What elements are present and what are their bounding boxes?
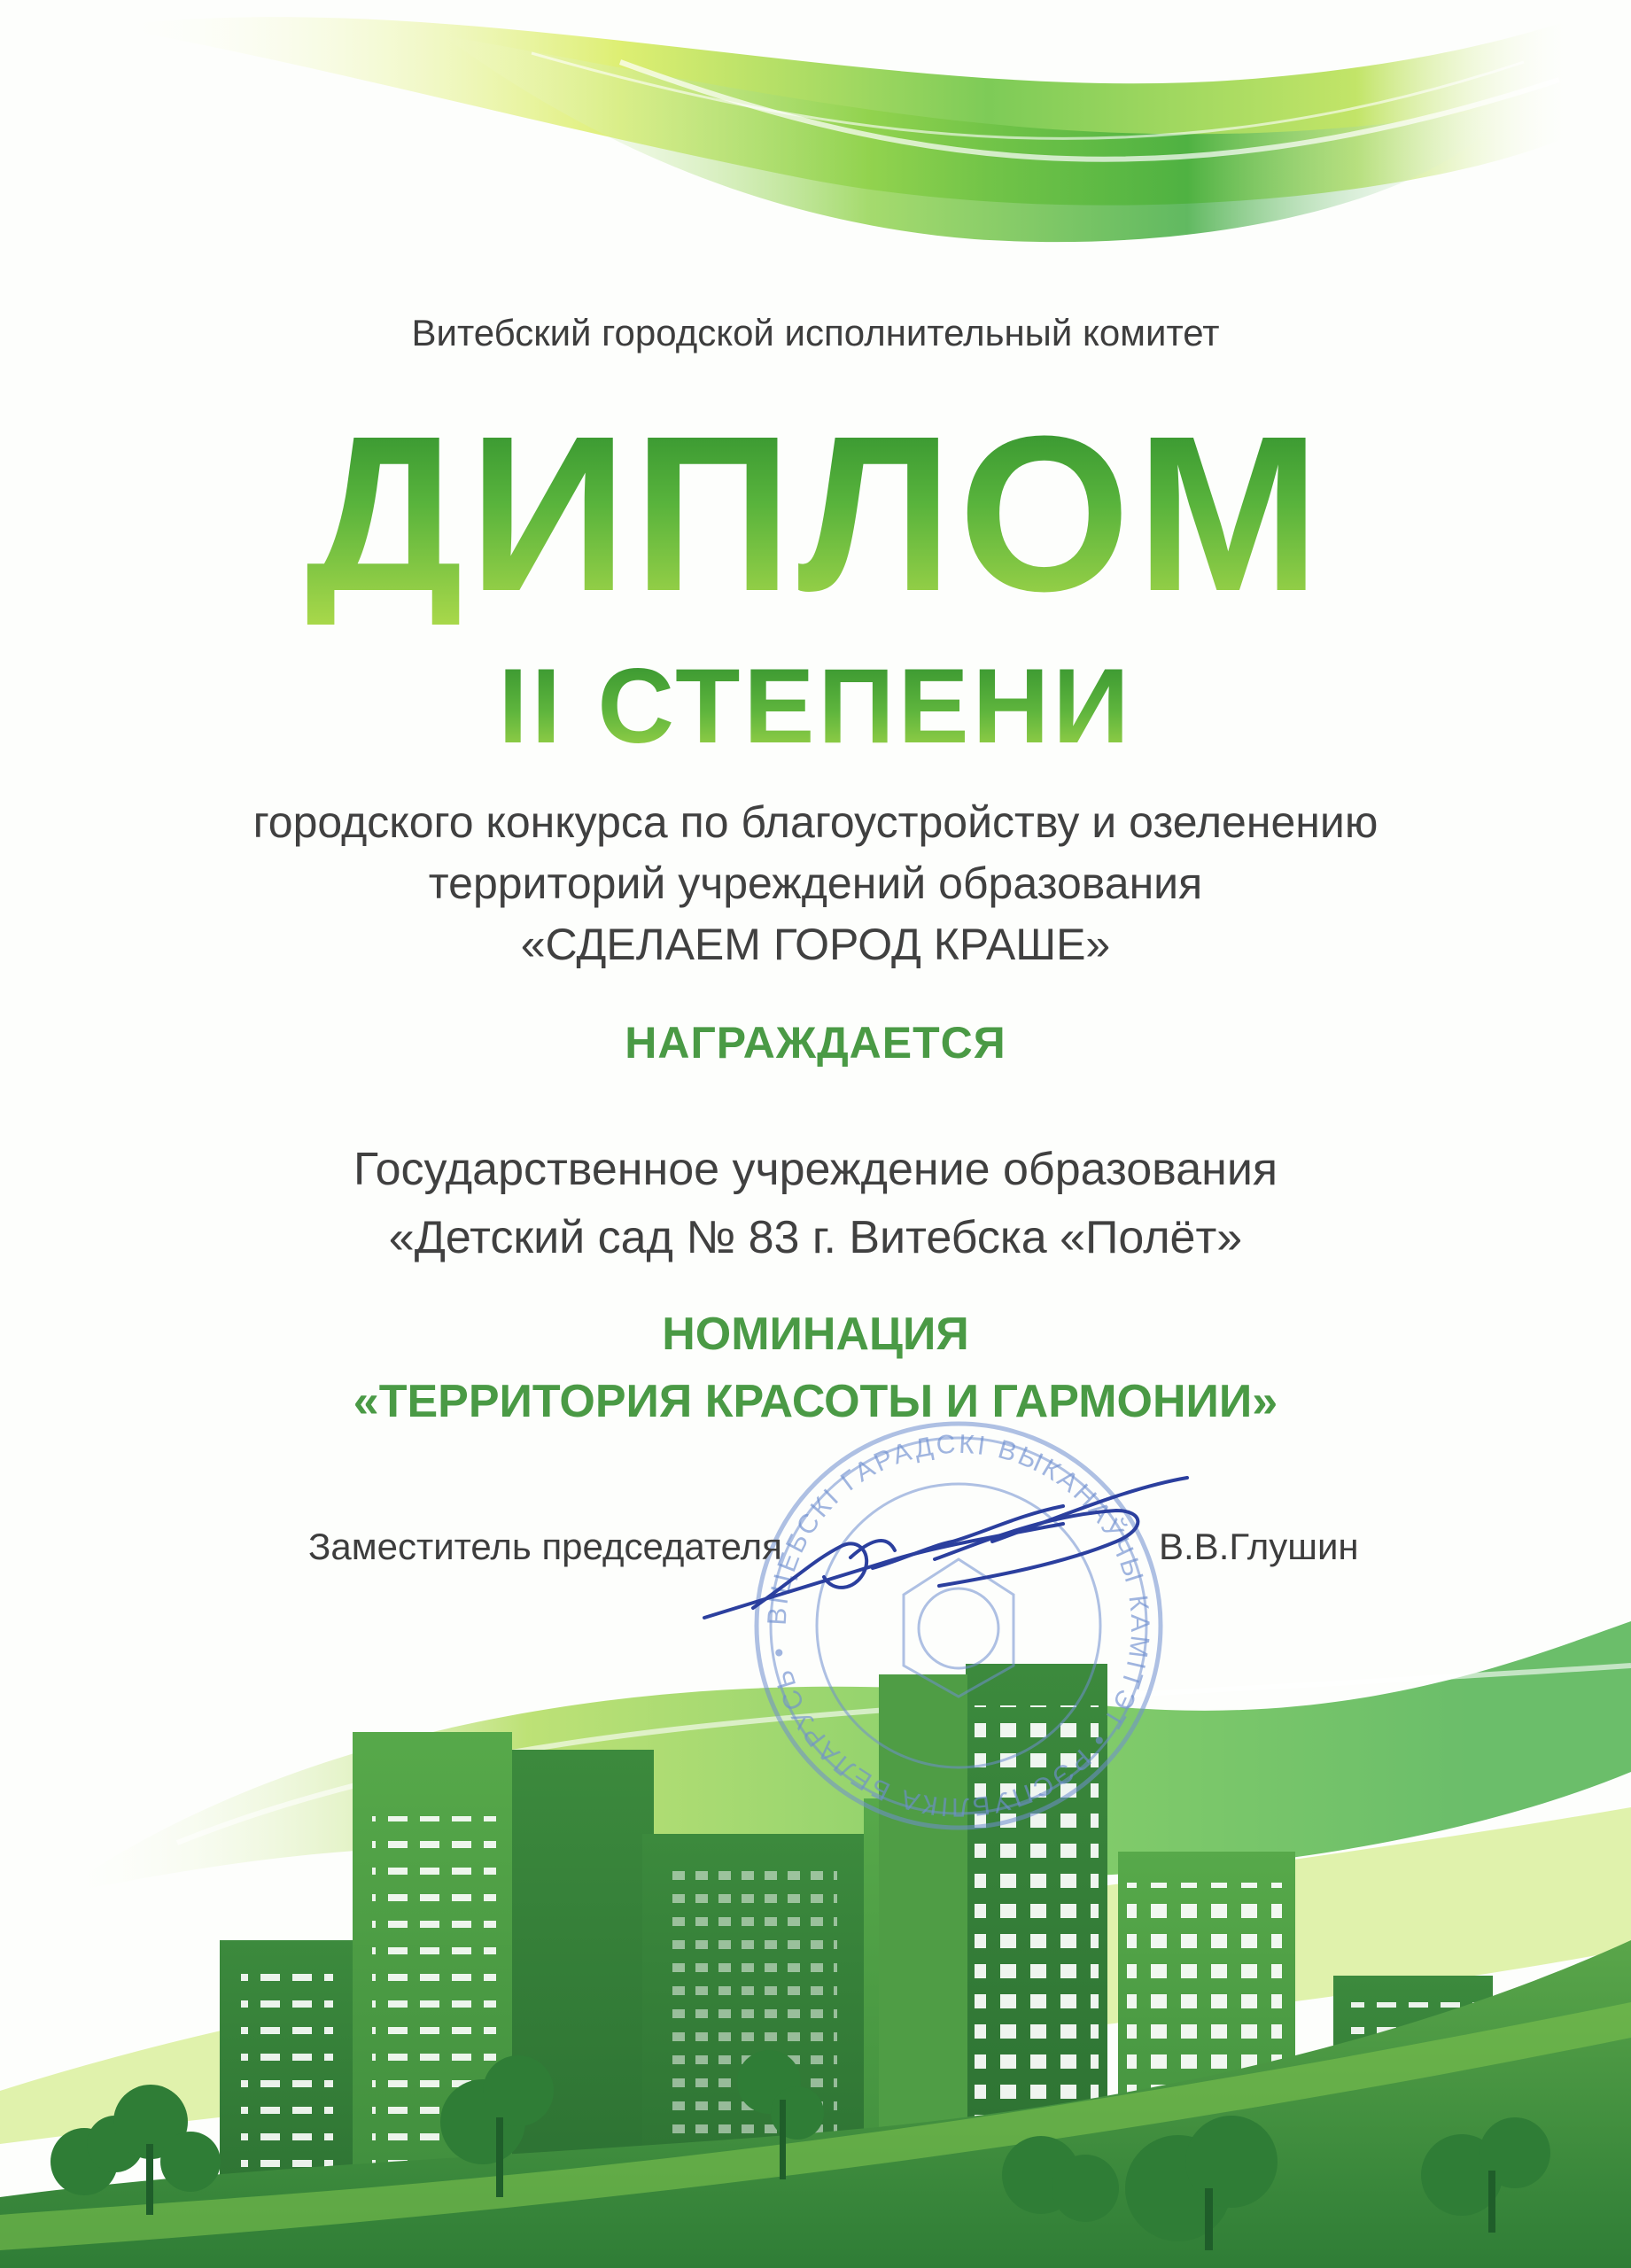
signatory-name: В.В.Глушин: [1159, 1526, 1359, 1567]
awarded-label: НАГРАЖДАЕТСЯ: [625, 1018, 1006, 1068]
contest-name: «СДЕЛАЕМ ГОРОД КРАШЕ»: [520, 920, 1111, 969]
signatory-position: Заместитель председателя: [308, 1526, 782, 1567]
diploma-degree: II СТЕПЕНИ: [0, 649, 1631, 764]
contest-line-2: территорий учреждений образования: [428, 858, 1203, 908]
recipient-line-1: Государственное учреждение образования: [353, 1144, 1278, 1195]
contest-line-1: городского конкурса по благоустройству и озеленению: [252, 797, 1379, 847]
nomination-name: «ТЕРРИТОРИЯ КРАСОТЫ И ГАРМОНИИ»: [353, 1376, 1278, 1427]
nomination-label: НОМИНАЦИЯ: [662, 1309, 969, 1360]
diploma-title: ДИПЛОМ: [0, 403, 1631, 625]
stamp-ring-text: ВІЦЕБСКІ ГАРАДСКІ ВЫКАНАЎЧЫ КАМІТЭТ • РЭСПУБЛІКА БЕЛАРУСЬ •: [762, 1429, 1155, 1822]
issuer-name: Витебский городской исполнительный комитет: [411, 312, 1220, 353]
recipient-line-2: «Детский сад № 83 г. Витебска «Полёт»: [388, 1212, 1243, 1263]
